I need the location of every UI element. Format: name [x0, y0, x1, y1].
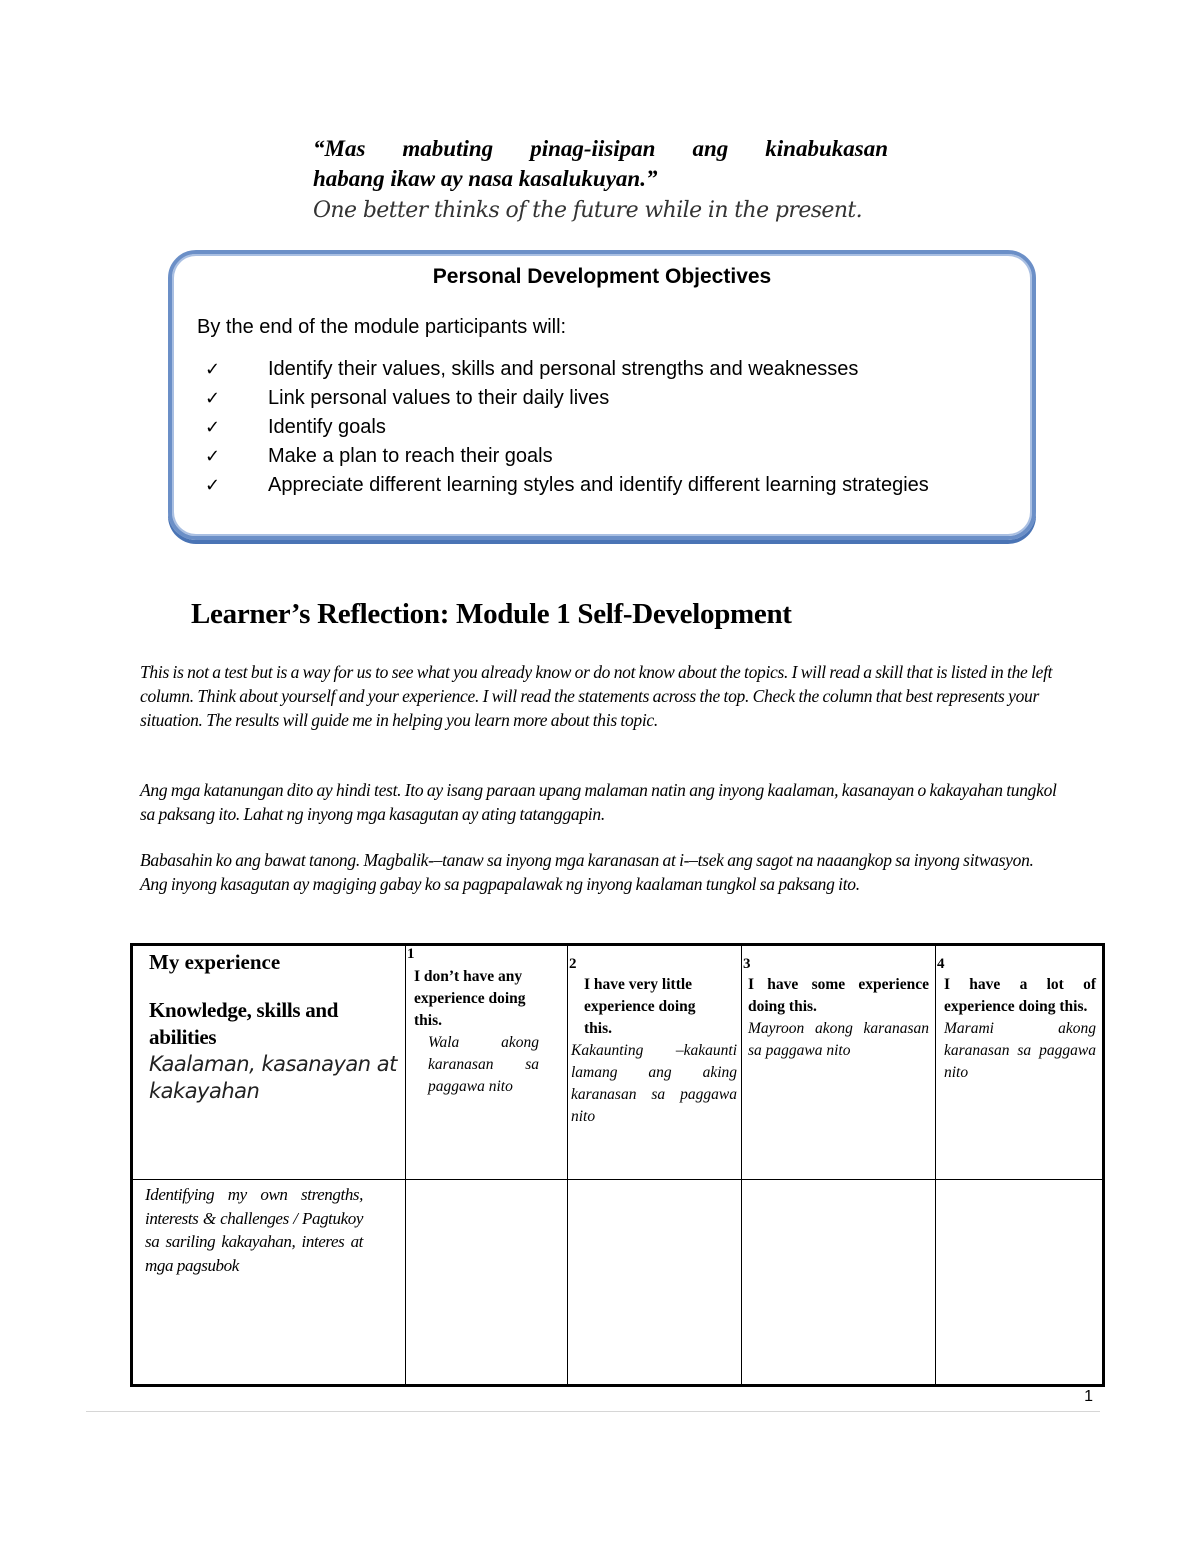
- column-tagalog: Kakaunting –kakaunti lamang ang aking karanasan sa paggawa nito: [571, 1042, 737, 1125]
- check-cell-1[interactable]: [406, 1180, 568, 1386]
- column-english: I have a lot of experience doing this.: [944, 976, 1096, 1015]
- checkmark-icon: ✓: [205, 359, 221, 380]
- header-my-experience: My experience: [149, 950, 281, 974]
- table-row: [132, 1180, 1104, 1386]
- reflection-paragraph-tagalog: Ang mga katanungan dito ay hindi test. Ito ay isang paraan upang malaman natin ang inyong kaalaman, kasanayan o kakayahan tungkol sa paksang ito. Lahat ng inyong mga kasagutan ay ating tatanggapin.: [140, 780, 1057, 824]
- objective-item: [205, 384, 929, 413]
- column-english: I have very little experience doing this.: [584, 976, 696, 1037]
- header-col-4: [936, 945, 1104, 1180]
- header-col-1: [406, 945, 568, 1180]
- column-english: I have some experience doing this.: [748, 976, 929, 1015]
- check-cell-2[interactable]: [568, 1180, 742, 1386]
- header-skills-cell: [132, 945, 406, 1180]
- column-tagalog: Marami akong karanasan sa paggawa nito: [944, 1020, 1096, 1081]
- objective-item: [205, 355, 929, 384]
- check-cell-4[interactable]: [936, 1180, 1104, 1386]
- column-tagalog: Wala akong karanasan sa paggawa nito: [428, 1034, 539, 1095]
- column-number: 2: [569, 956, 577, 972]
- quote-line-1: “Mas mabuting pinag-iisipan ang kinabukasan: [313, 136, 888, 161]
- header-col-3: [742, 945, 936, 1180]
- objective-text: Appreciate different learning styles and identify different learning strategies: [268, 474, 929, 496]
- reflection-title: Learner’s Reflection: Module 1 Self-Development: [191, 598, 792, 630]
- column-tagalog: Mayroon akong karanasan sa paggawa nito: [748, 1020, 929, 1059]
- objective-text: Link personal values to their daily lives: [268, 387, 610, 409]
- skill-cell: Identifying my own strengths, interests & challenges / Pagtukoy sa sariling kakayahan, interes at mga pagsubok: [132, 1180, 406, 1386]
- header-kaalaman: Kaalaman, kasanayan at kakayahan: [149, 1052, 397, 1103]
- header-knowledge-skills: Knowledge, skills and abilities: [149, 998, 339, 1049]
- checkmark-icon: ✓: [205, 475, 221, 496]
- header-col-2: [568, 945, 742, 1180]
- objective-text: Identify their values, skills and personal strengths and weaknesses: [268, 358, 859, 380]
- objectives-title: Personal Development Objectives: [432, 265, 772, 288]
- column-number: 4: [937, 956, 945, 972]
- column-english: I don’t have any experience doing this.: [414, 968, 526, 1029]
- table-header-row: [132, 945, 1104, 1180]
- column-number: 3: [743, 956, 751, 972]
- objective-text: Identify goals: [268, 416, 386, 438]
- objective-text: Make a plan to reach their goals: [268, 445, 553, 467]
- checkmark-icon: ✓: [205, 446, 221, 467]
- objectives-intro: By the end of the module participants will:: [197, 316, 567, 338]
- objective-item: [205, 442, 929, 471]
- objectives-list: [205, 355, 929, 500]
- column-number: 1: [407, 946, 415, 962]
- page-number: 1: [1084, 1388, 1093, 1405]
- footer-divider: [86, 1411, 1100, 1412]
- checkmark-icon: ✓: [205, 388, 221, 409]
- reflection-paragraph-english: This is not a test but is a way for us to see what you already know or do not know about the topics. I will read a skill that is listed in the left column. Think about yourself and your experience. I will read the statements across the top. Check the column that best represents your situation. The results will guide me in helping you learn more about this topic.: [140, 662, 1053, 730]
- objective-item: [205, 471, 929, 500]
- quote-line-2: habang ikaw ay nasa kasalukuyan.”: [313, 166, 658, 191]
- check-cell-3[interactable]: [742, 1180, 936, 1386]
- reflection-paragraph-instructions: Babasahin ko ang bawat tanong. Magbalik-–tanaw sa inyong mga karanasan at i-–tsek ang sagot na naaangkop sa inyong sitwasyon. Ang inyong kasagutan ay magiging gabay ko sa pagpapalawak ng inyong kaalaman tungkol sa paksang ito.: [140, 850, 1034, 894]
- quote-translation: One better thinks of the future while in the present.: [313, 198, 863, 223]
- experience-table: [130, 943, 1105, 1387]
- objective-item: [205, 413, 929, 442]
- checkmark-icon: ✓: [205, 417, 221, 438]
